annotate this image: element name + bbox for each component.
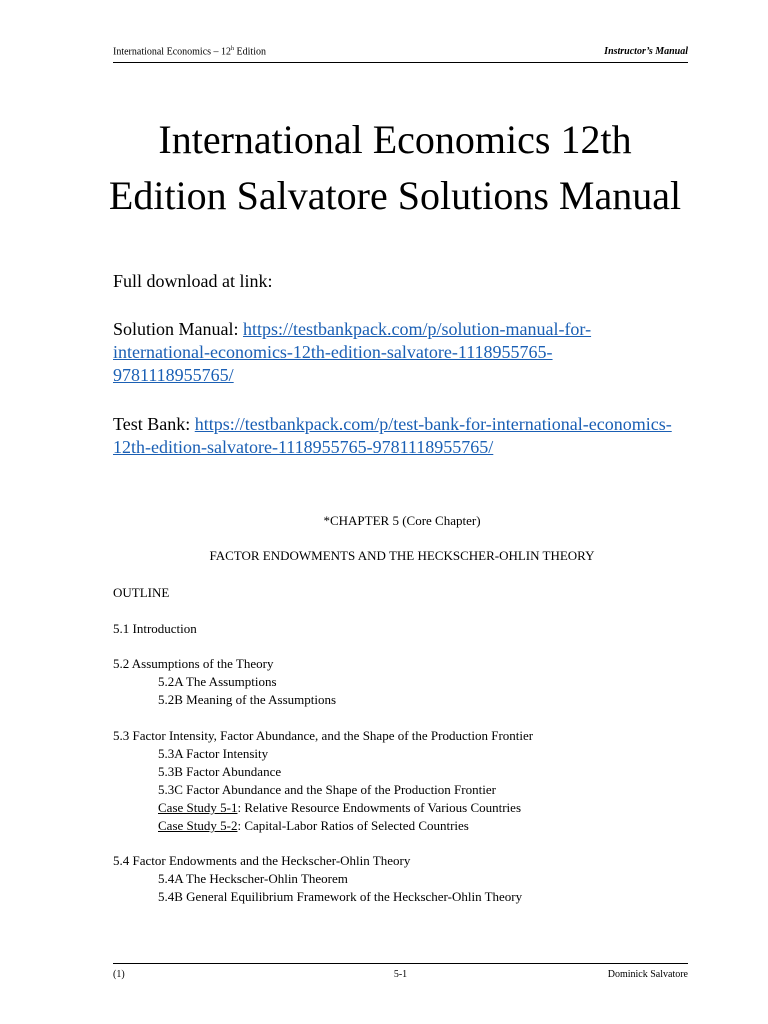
outline-subitem: 5.3C Factor Abundance and the Shape of the Production Frontier <box>158 782 496 797</box>
footer-left: (1) <box>113 969 125 980</box>
case-study-5-1-link[interactable]: Case Study 5-1 <box>158 800 238 815</box>
page-footer <box>113 963 688 984</box>
test-bank-link[interactable]: https://testbankpack.com/p/test-bank-for-international-economics-12th-edition-salvatore-1118955765-9781118955765/ <box>113 414 672 457</box>
outline-section-5-3 <box>113 727 533 835</box>
chapter-label: *CHAPTER 5 (Core Chapter) <box>323 513 481 528</box>
outline-item: 5.4 Factor Endowments and the Heckscher-Ohlin Theory <box>113 853 411 868</box>
solution-manual-paragraph <box>113 318 673 387</box>
outline-subitem: 5.2A The Assumptions <box>158 674 277 689</box>
solution-manual-label: Solution Manual: <box>113 319 243 339</box>
outline-section-5-4 <box>113 852 522 906</box>
test-bank-label: Test Bank: <box>113 414 195 434</box>
outline-item: 5.1 Introduction <box>113 621 197 636</box>
solution-manual-link[interactable]: https://testbankpack.com/p/solution-manual-for-international-economics-12th-edition-salvatore-1118955765-9781118955765/ <box>113 319 592 385</box>
outline-item: 5.3 Factor Intensity, Factor Abundance, and the Shape of the Production Frontier <box>113 728 534 743</box>
page-number: 5-1 <box>393 969 408 980</box>
download-text: Full download at link: <box>113 271 273 291</box>
document-title: International Economics 12th Edition Salvatore Solutions Manual <box>108 117 682 218</box>
outline-item: 5.2 Assumptions of the Theory <box>113 656 274 671</box>
footer-author: Dominick Salvatore <box>607 969 688 980</box>
header-manual-label: Instructor’s Manual <box>604 46 688 57</box>
header-book-title: International Economics – 12$^h$ Edition <box>113 46 266 58</box>
outline-section-5-2 <box>113 655 336 709</box>
outline-subitem: 5.2B Meaning of the Assumptions <box>158 692 337 707</box>
outline-subitem: 5.4B General Equilibrium Framework of the Heckscher-Ohlin Theory <box>158 889 523 904</box>
case-study-5-2: Case Study 5-2: Capital-Labor Ratios of Selected Countries <box>158 818 469 833</box>
outline-subitem: 5.3B Factor Abundance <box>158 764 282 779</box>
case-study-5-1: Case Study 5-1: Relative Resource Endowments of Various Countries <box>158 800 521 815</box>
outline-subitem: 5.4A The Heckscher-Ohlin Theorem <box>158 871 348 886</box>
case-study-5-2-link[interactable]: Case Study 5-2 <box>158 818 238 833</box>
outline-heading: OUTLINE <box>113 585 170 600</box>
chapter-title: FACTOR ENDOWMENTS AND THE HECKSCHER-OHLIN THEORY <box>209 548 595 563</box>
test-bank-paragraph <box>113 413 673 459</box>
page-header <box>113 42 688 63</box>
outline-subitem: 5.3A Factor Intensity <box>158 746 269 761</box>
